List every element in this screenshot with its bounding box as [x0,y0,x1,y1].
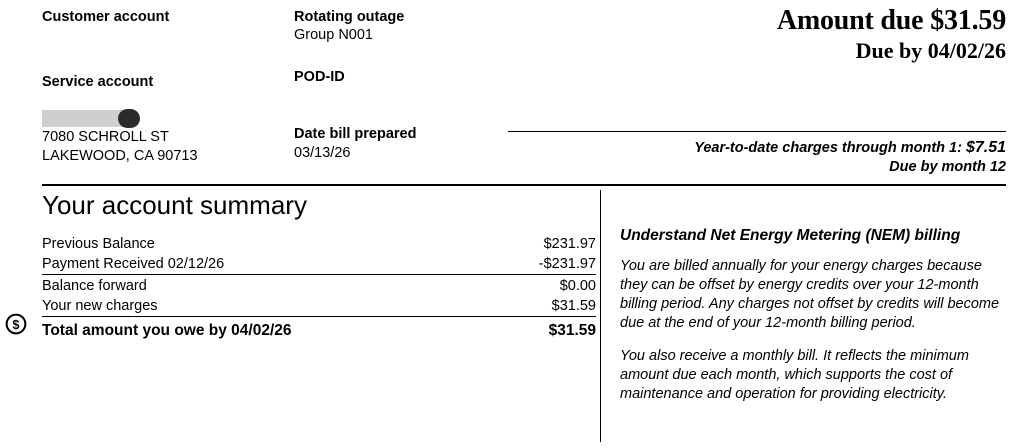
redacted-name-bar [42,110,198,128]
amount-due-block [777,4,1006,64]
year-to-date-block [694,138,1006,177]
rotating-outage-label: Rotating outage [294,9,405,25]
service-account-label: Service account [42,74,154,90]
nem-heading: Understand Net Energy Metering (NEM) billing [620,227,961,244]
table-row [42,275,596,297]
summary-row-label: Your new charges [42,298,158,314]
table-row-total [42,317,596,343]
account-summary-title: Your account summary [42,190,307,220]
ytd-charges-label: Year-to-date charges through month 1: [694,140,962,156]
nem-paragraph-1: You are billed annually for your energy charges because they can be offset by energy credits over your 12-month billing period. Any charges not offset by credits will become due at the end of your 12-month billing period. [620,258,1000,331]
total-amount-label: Total amount you owe by 04/02/26 [42,317,493,343]
nem-explanation [620,226,1010,418]
summary-row-label: Payment Received 02/12/26 [42,256,225,272]
customer-account-block [42,8,272,26]
column-divider [600,190,601,442]
ytd-charges-line [694,138,1006,158]
nem-paragraph-2: You also receive a monthly bill. It reflects the minimum amount due each month, which supports the cost of maintenance and operation for providing electricity. [620,348,969,402]
ytd-divider [508,131,1006,132]
account-summary-table [42,234,596,342]
service-address [42,110,198,166]
rotating-outage-block [294,8,494,44]
total-amount-value: $31.59 [493,317,596,343]
summary-row-amount: -$231.97 [538,256,596,272]
coin-icon [5,313,27,335]
rotating-outage-value: Group N001 [294,27,373,43]
summary-row-label: Previous Balance [42,236,155,252]
due-by-date: Due by 04/02/26 [855,38,1006,63]
service-address-line2: LAKEWOOD, CA 90713 [42,148,198,164]
ytd-charges-amount: $7.51 [965,139,1006,156]
amount-due-headline: Amount due $31.59 [776,5,1006,36]
summary-row-amount: $31.59 [551,298,596,314]
svg-text:$: $ [12,316,20,332]
summary-row-amount: $0.00 [493,275,596,297]
header-divider [42,184,1006,186]
date-bill-prepared-label: Date bill prepared [294,126,417,142]
date-bill-prepared-value: 03/13/26 [294,145,351,161]
table-row [42,234,596,254]
service-address-line1: 7080 SCHROLL ST [42,129,169,145]
table-row [42,296,596,317]
pod-id-label: POD-ID [294,69,345,85]
ytd-due-by: Due by month 12 [889,159,1006,175]
summary-row-amount: $231.97 [543,236,596,252]
summary-row-label: Balance forward [42,275,493,297]
customer-account-label: Customer account [42,9,170,25]
table-row [42,254,596,275]
